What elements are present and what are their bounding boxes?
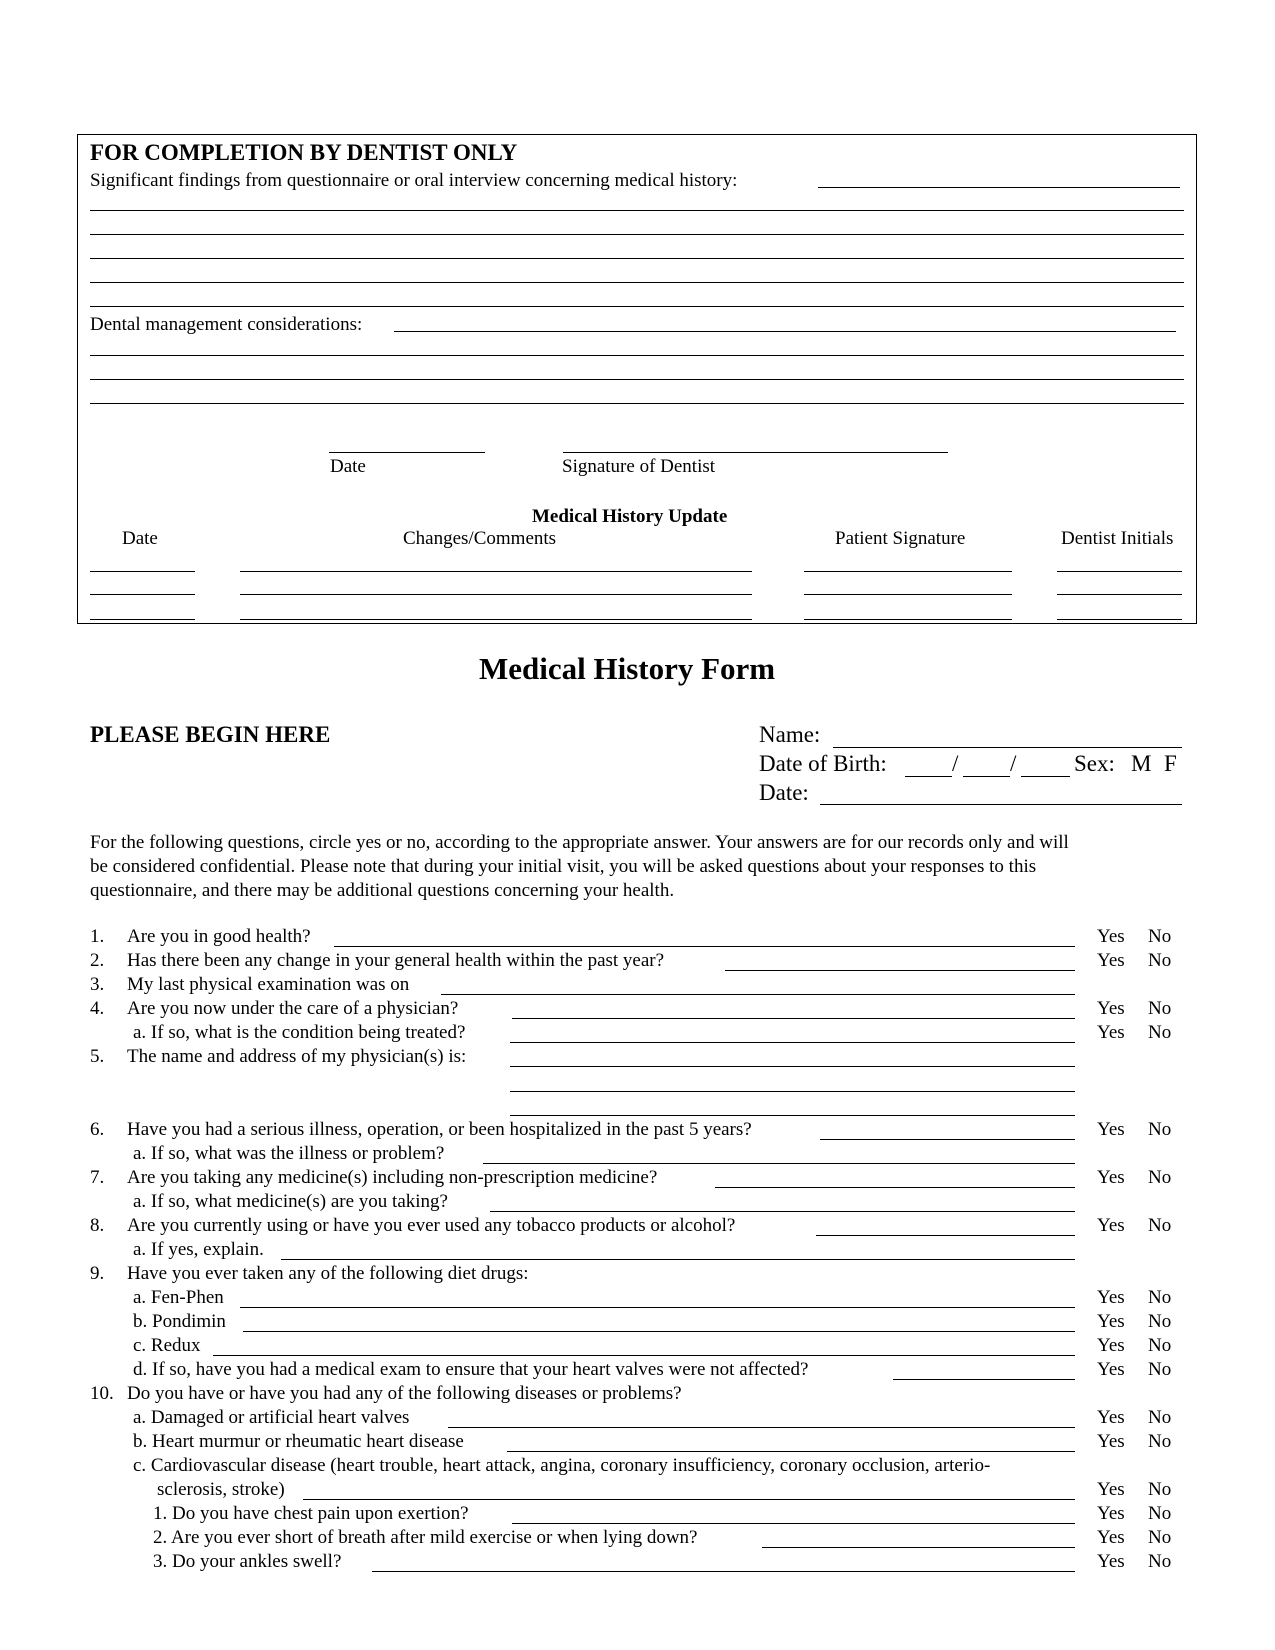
update-column-dentist-initials: Dentist Initials	[1061, 528, 1174, 549]
no-option[interactable]: No	[1148, 1359, 1172, 1380]
no-option[interactable]: No	[1148, 1022, 1172, 1043]
question-text: a. Damaged or artificial heart valves	[133, 1407, 410, 1428]
question-text: d. If so, have you had a medical exam to ensure that your heart valves were not affected?	[133, 1359, 809, 1380]
yes-option[interactable]: Yes	[1097, 1022, 1125, 1043]
no-option[interactable]: No	[1148, 1119, 1172, 1140]
instructions-line: be considered confidential. Please note that during your initial visit, you will be asked questions about your responses to this	[90, 856, 1037, 877]
yes-option[interactable]: Yes	[1097, 1479, 1125, 1500]
yes-option[interactable]: Yes	[1097, 1335, 1125, 1356]
question-text: b. Pondimin	[133, 1311, 226, 1332]
findings-line[interactable]	[90, 306, 1184, 307]
findings-line[interactable]	[818, 187, 1180, 188]
answer-line[interactable]	[303, 1499, 1075, 1500]
yes-option[interactable]: Yes	[1097, 1551, 1125, 1572]
update-signature-line[interactable]	[804, 619, 1012, 620]
answer-line[interactable]	[240, 1307, 1075, 1308]
answer-line[interactable]	[762, 1547, 1075, 1548]
dentist-date-line[interactable]	[329, 452, 485, 453]
answer-line[interactable]	[372, 1571, 1075, 1572]
dob-label: Date of Birth:	[759, 751, 887, 776]
instructions-line: For the following questions, circle yes or no, according to the appropriate answer. Your answers are for our records only and will	[90, 832, 1069, 853]
sex-option-f[interactable]: F	[1164, 751, 1177, 776]
answer-line[interactable]	[510, 1115, 1075, 1116]
management-label: Dental management considerations:	[90, 314, 363, 335]
no-option[interactable]: No	[1148, 1551, 1172, 1572]
update-column-changes: Changes/Comments	[403, 528, 557, 549]
yes-option[interactable]: Yes	[1097, 1527, 1125, 1548]
no-option[interactable]: No	[1148, 1527, 1172, 1548]
answer-line[interactable]	[725, 970, 1075, 971]
update-date-line[interactable]	[90, 594, 195, 595]
dob-year-field[interactable]	[1021, 776, 1070, 777]
question-number: 2.	[90, 950, 105, 971]
dob-slash: /	[1010, 751, 1017, 776]
findings-line[interactable]	[90, 282, 1184, 283]
question-number: 9.	[90, 1263, 105, 1284]
no-option[interactable]: No	[1148, 926, 1172, 947]
question-text: The name and address of my physician(s) is:	[127, 1046, 467, 1067]
date-field[interactable]	[820, 804, 1182, 805]
date-label: Date:	[759, 780, 809, 805]
yes-option[interactable]: Yes	[1097, 1431, 1125, 1452]
question-number: 8.	[90, 1215, 105, 1236]
answer-line[interactable]	[510, 1066, 1075, 1067]
answer-line[interactable]	[441, 994, 1075, 995]
question-text: c. Cardiovascular disease (heart trouble, heart attack, angina, coronary insufficiency, coronary occlusion, arterio-	[133, 1455, 991, 1476]
sex-option-m[interactable]: M	[1131, 751, 1152, 776]
question-number: 6.	[90, 1119, 105, 1140]
no-option[interactable]: No	[1148, 1479, 1172, 1500]
question-text: a. If so, what is the condition being treated?	[133, 1022, 466, 1043]
question-text: Have you had a serious illness, operation, or been hospitalized in the past 5 years?	[127, 1119, 752, 1140]
answer-line[interactable]	[507, 1451, 1075, 1452]
question-text: Are you now under the care of a physician?	[127, 998, 459, 1019]
management-line[interactable]	[90, 403, 1184, 404]
answer-line[interactable]	[820, 1139, 1075, 1140]
answer-line[interactable]	[512, 1018, 1075, 1019]
question-text: a. If yes, explain.	[133, 1239, 264, 1260]
no-option[interactable]: No	[1148, 1335, 1172, 1356]
update-initials-line[interactable]	[1057, 619, 1182, 620]
name-label: Name:	[759, 722, 821, 747]
no-option[interactable]: No	[1148, 1215, 1172, 1236]
findings-line[interactable]	[90, 210, 1184, 211]
answer-line[interactable]	[512, 1523, 1075, 1524]
question-text: c. Redux	[133, 1335, 201, 1356]
yes-option[interactable]: Yes	[1097, 1287, 1125, 1308]
update-initials-line[interactable]	[1057, 594, 1182, 595]
update-column-date: Date	[122, 528, 158, 549]
dob-slash: /	[952, 751, 959, 776]
question-number: 3.	[90, 974, 105, 995]
update-title: Medical History Update	[532, 506, 728, 527]
no-option[interactable]: No	[1148, 1287, 1172, 1308]
update-signature-line[interactable]	[804, 594, 1012, 595]
answer-line[interactable]	[715, 1187, 1075, 1188]
yes-option[interactable]: Yes	[1097, 1503, 1125, 1524]
question-text: a. If so, what was the illness or problem?	[133, 1143, 445, 1164]
yes-option[interactable]: Yes	[1097, 950, 1125, 971]
management-line[interactable]	[394, 331, 1176, 332]
update-column-patient-signature: Patient Signature	[835, 528, 966, 549]
yes-option[interactable]: Yes	[1097, 998, 1125, 1019]
question-text: Are you currently using or have you ever used any tobacco products or alcohol?	[127, 1215, 736, 1236]
update-changes-line[interactable]	[240, 594, 752, 595]
question-number: 5.	[90, 1046, 105, 1067]
findings-line[interactable]	[90, 258, 1184, 259]
question-text: Are you taking any medicine(s) including non-prescription medicine?	[127, 1167, 658, 1188]
no-option[interactable]: No	[1148, 950, 1172, 971]
sex-label: Sex:	[1074, 751, 1115, 776]
name-field[interactable]	[833, 747, 1182, 748]
no-option[interactable]: No	[1148, 1311, 1172, 1332]
findings-line[interactable]	[90, 234, 1184, 235]
question-text: Do you have or have you had any of the following diseases or problems?	[127, 1383, 682, 1404]
yes-option[interactable]: Yes	[1097, 1311, 1125, 1332]
question-number: 4.	[90, 998, 105, 1019]
answer-line[interactable]	[893, 1379, 1075, 1380]
answer-line[interactable]	[213, 1355, 1075, 1356]
dentist-signature-label: Signature of Dentist	[562, 456, 716, 477]
yes-option[interactable]: Yes	[1097, 1359, 1125, 1380]
update-initials-line[interactable]	[1057, 571, 1182, 572]
dob-month-field[interactable]	[905, 776, 952, 777]
question-number: 7.	[90, 1167, 105, 1188]
question-text: Are you in good health?	[127, 926, 311, 947]
please-begin-here: PLEASE BEGIN HERE	[90, 722, 331, 747]
yes-option[interactable]: Yes	[1097, 1167, 1125, 1188]
update-signature-line[interactable]	[804, 571, 1012, 572]
answer-line[interactable]	[334, 946, 1075, 947]
dentist-date-label: Date	[330, 456, 366, 477]
question-text: 1. Do you have chest pain upon exertion?	[153, 1503, 469, 1524]
question-text: sclerosis, stroke)	[157, 1479, 285, 1500]
update-date-line[interactable]	[90, 619, 195, 620]
update-date-line[interactable]	[90, 571, 195, 572]
answer-line[interactable]	[510, 1091, 1075, 1092]
update-changes-line[interactable]	[240, 571, 752, 572]
question-number: 1.	[90, 926, 105, 947]
answer-line[interactable]	[510, 1042, 1075, 1043]
question-text: My last physical examination was on	[127, 974, 410, 995]
answer-line[interactable]	[243, 1331, 1075, 1332]
yes-option[interactable]: Yes	[1097, 1215, 1125, 1236]
answer-line[interactable]	[490, 1211, 1075, 1212]
question-text: a. Fen-Phen	[133, 1287, 224, 1308]
yes-option[interactable]: Yes	[1097, 1119, 1125, 1140]
no-option[interactable]: No	[1148, 998, 1172, 1019]
yes-option[interactable]: Yes	[1097, 926, 1125, 947]
management-line[interactable]	[90, 379, 1184, 380]
answer-line[interactable]	[483, 1163, 1075, 1164]
question-text: Has there been any change in your general health within the past year?	[127, 950, 665, 971]
yes-option[interactable]: Yes	[1097, 1407, 1125, 1428]
instructions-line: questionnaire, and there may be additional questions concerning your health.	[90, 880, 675, 901]
question-text: a. If so, what medicine(s) are you taking?	[133, 1191, 448, 1212]
question-text: Have you ever taken any of the following diet drugs:	[127, 1263, 529, 1284]
answer-line[interactable]	[448, 1427, 1075, 1428]
form-title: Medical History Form	[479, 651, 776, 686]
question-text: b. Heart murmur or rheumatic heart disease	[133, 1431, 464, 1452]
findings-label: Significant findings from questionnaire or oral interview concerning medical history:	[90, 170, 738, 191]
dentist-section-title: FOR COMPLETION BY DENTIST ONLY	[90, 140, 518, 165]
no-option[interactable]: No	[1148, 1407, 1172, 1428]
question-text: 3. Do your ankles swell?	[153, 1551, 342, 1572]
no-option[interactable]: No	[1148, 1167, 1172, 1188]
question-number: 10.	[90, 1383, 114, 1404]
no-option[interactable]: No	[1148, 1503, 1172, 1524]
management-line[interactable]	[90, 355, 1184, 356]
no-option[interactable]: No	[1148, 1431, 1172, 1452]
question-text: 2. Are you ever short of breath after mild exercise or when lying down?	[153, 1527, 698, 1548]
dentist-signature-line[interactable]	[563, 452, 948, 453]
answer-line[interactable]	[816, 1235, 1075, 1236]
answer-line[interactable]	[281, 1259, 1075, 1260]
update-changes-line[interactable]	[240, 619, 752, 620]
dob-day-field[interactable]	[963, 776, 1010, 777]
